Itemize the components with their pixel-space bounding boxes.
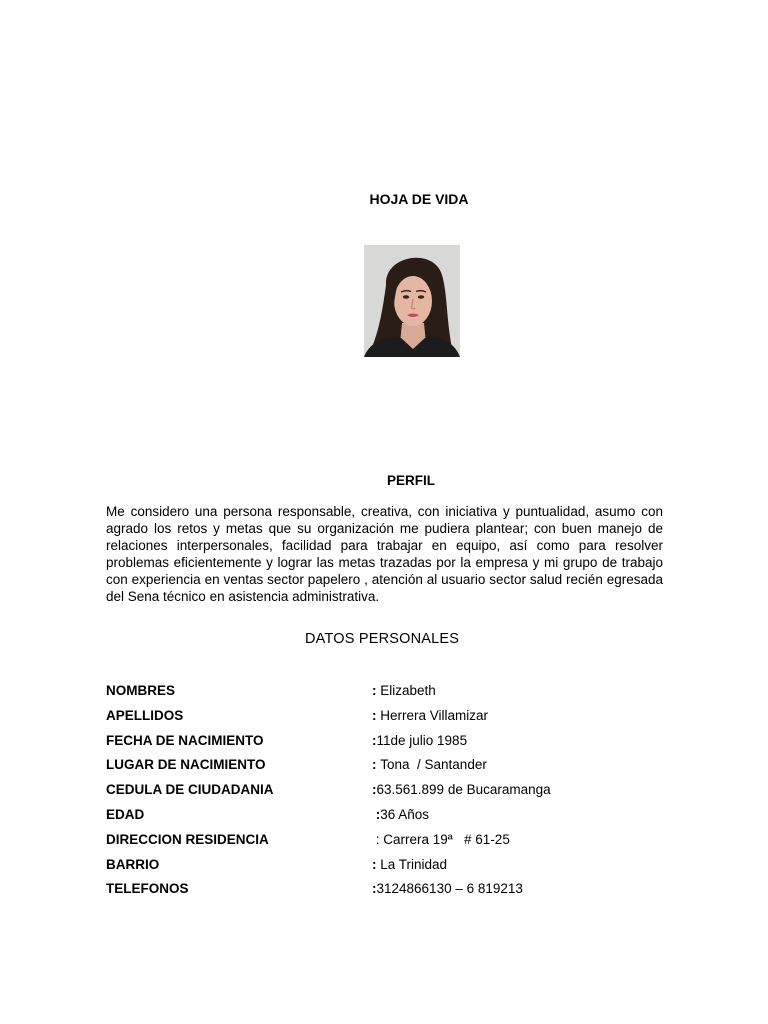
personal-data-row-direccion bbox=[106, 831, 666, 856]
personal-data-row-lugar-nacimiento bbox=[106, 756, 666, 781]
field-text: La Trinidad bbox=[380, 856, 448, 872]
personal-data-row-barrio bbox=[106, 856, 666, 881]
field-label: APELLIDOS bbox=[106, 707, 184, 723]
field-value bbox=[372, 732, 467, 749]
field-label: DIRECCION RESIDENCIA bbox=[106, 831, 269, 847]
field-text: 3124866130 – 6 819213 bbox=[376, 881, 523, 897]
field-text: Elizabeth bbox=[380, 683, 436, 698]
field-label: NOMBRES bbox=[106, 683, 176, 698]
field-value bbox=[372, 756, 487, 773]
profile-photo bbox=[364, 245, 460, 357]
field-separator: : bbox=[372, 732, 377, 748]
field-label: LUGAR DE NACIMIENTO bbox=[106, 757, 266, 773]
field-separator: : bbox=[372, 782, 377, 798]
profile-heading: PERFIL bbox=[386, 473, 435, 488]
personal-data-table bbox=[106, 682, 666, 905]
personal-data-row-edad bbox=[106, 806, 666, 831]
field-separator: : bbox=[372, 683, 381, 698]
field-value bbox=[372, 880, 523, 897]
field-label: EDAD bbox=[106, 806, 145, 822]
field-value bbox=[372, 781, 551, 798]
field-text: Tona / Santander bbox=[380, 757, 487, 773]
field-text: Carrera 19ª # 61-25 bbox=[383, 831, 510, 847]
personal-data-row-cedula bbox=[106, 781, 666, 806]
field-text: 11de julio 1985 bbox=[376, 732, 468, 748]
field-separator: : bbox=[372, 757, 381, 773]
personal-data-row-apellidos bbox=[106, 707, 666, 732]
field-separator: : bbox=[372, 881, 377, 897]
field-label: FECHA DE NACIMIENTO bbox=[106, 732, 264, 748]
field-value bbox=[372, 856, 447, 873]
field-label: CEDULA DE CIUDADANIA bbox=[106, 782, 274, 798]
field-value bbox=[372, 707, 488, 724]
field-text: Herrera Villamizar bbox=[380, 707, 489, 723]
field-label: BARRIO bbox=[106, 856, 160, 872]
field-label: TELEFONOS bbox=[106, 881, 189, 897]
document-title: HOJA DE VIDA bbox=[369, 191, 469, 207]
personal-data-heading: DATOS PERSONALES bbox=[305, 631, 460, 647]
field-separator: : bbox=[372, 856, 381, 872]
field-separator: : bbox=[372, 831, 384, 847]
personal-data-row-nombres bbox=[106, 682, 666, 707]
field-value bbox=[372, 682, 436, 699]
field-value bbox=[372, 806, 429, 823]
personal-data-row-fecha-nacimiento bbox=[106, 732, 666, 757]
field-separator: : bbox=[372, 707, 381, 723]
field-separator: : bbox=[372, 806, 381, 822]
field-text: 36 Años bbox=[380, 806, 430, 822]
personal-data-row-telefonos bbox=[106, 880, 666, 905]
profile-paragraph: Me considero una persona responsable, creativa, con iniciativa y puntualidad, asumo con agrado los retos y metas que su organización me pudiera plantear; con buen manejo de relaciones interpersonales, facilidad para trabajar en equipo, así como para resolver problemas eficientemente y lograr las metas trazadas por la empresa y mi grupo de trabajo con experiencia en ventas sector papelero , atención al usuario sector salud recién egresada del Sena técnico en asistencia administrativa. bbox=[106, 504, 663, 604]
field-text: 63.561.899 de Bucaramanga bbox=[376, 782, 551, 798]
field-value bbox=[372, 831, 510, 848]
